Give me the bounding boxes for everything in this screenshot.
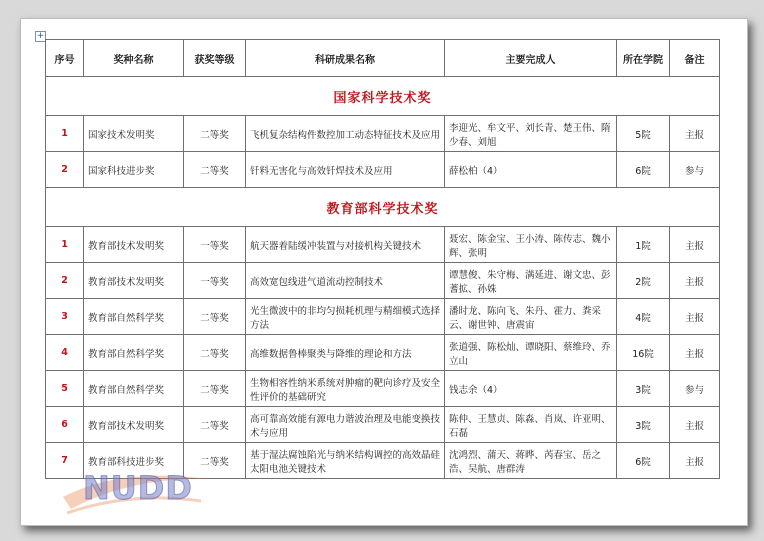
row-note: 主报	[670, 299, 720, 335]
row-no: 2	[46, 152, 84, 188]
row-people: 李迎光、牟文平、刘长青、楚王伟、隋少春、刘旭	[445, 116, 617, 152]
row-school: 3院	[617, 371, 670, 407]
awards-table	[45, 39, 720, 479]
table-row	[46, 227, 720, 263]
row-note: 主报	[670, 227, 720, 263]
table-row	[46, 116, 720, 152]
row-level: 二等奖	[184, 371, 246, 407]
row-school: 4院	[617, 299, 670, 335]
row-note: 主报	[670, 407, 720, 443]
section-row-national	[46, 77, 720, 116]
header-no: 序号	[46, 40, 84, 77]
row-achievement: 基于湿法腐蚀陷光与纳米结构调控的高效晶硅太阳电池关键技术	[246, 443, 445, 479]
header-achievement: 科研成果名称	[246, 40, 445, 77]
row-award: 教育部技术发明奖	[84, 407, 184, 443]
row-people: 张道强、陈松灿、谭晓阳、蔡维玲、乔立山	[445, 335, 617, 371]
row-note: 参与	[670, 371, 720, 407]
row-people: 薛松柏（4）	[445, 152, 617, 188]
header-people: 主要完成人	[445, 40, 617, 77]
row-level: 二等奖	[184, 116, 246, 152]
row-achievement: 高可靠高效能有源电力谐波治理及电能变换技术与应用	[246, 407, 445, 443]
header-school: 所在学院	[617, 40, 670, 77]
row-people: 钱志余（4）	[445, 371, 617, 407]
row-award: 教育部技术发明奖	[84, 227, 184, 263]
row-note: 参与	[670, 152, 720, 188]
section-row-ministry	[46, 188, 720, 227]
row-award: 教育部自然科学奖	[84, 371, 184, 407]
row-school: 6院	[617, 443, 670, 479]
row-school: 3院	[617, 407, 670, 443]
row-school: 1院	[617, 227, 670, 263]
row-school: 16院	[617, 335, 670, 371]
table-row	[46, 407, 720, 443]
document-page	[20, 18, 748, 526]
row-school: 6院	[617, 152, 670, 188]
table-move-handle-icon[interactable]: +	[36, 31, 45, 41]
row-award: 国家科技进步奖	[84, 152, 184, 188]
row-people: 陈仲、王慧贞、陈淼、肖岚、许亚明、石磊	[445, 407, 617, 443]
header-note: 备注	[670, 40, 720, 77]
row-note: 主报	[670, 335, 720, 371]
row-school: 5院	[617, 116, 670, 152]
row-achievement: 高效宽包线进气道流动控制技术	[246, 263, 445, 299]
row-achievement: 钎料无害化与高效钎焊技术及应用	[246, 152, 445, 188]
row-school: 2院	[617, 263, 670, 299]
watermark-logo	[61, 457, 211, 521]
row-award: 教育部技术发明奖	[84, 263, 184, 299]
row-no: 1	[46, 116, 84, 152]
row-award: 教育部自然科学奖	[84, 299, 184, 335]
row-note: 主报	[670, 443, 720, 479]
row-achievement: 光生微波中的非均匀损耗机理与精细模式选择方法	[246, 299, 445, 335]
row-people: 沈鸿烈、蒲天、蒋晔、芮春宝、岳之浩、吴航、唐群涛	[445, 443, 617, 479]
row-no: 3	[46, 299, 84, 335]
watermark-text: NUDD	[83, 469, 193, 507]
header-level: 获奖等级	[184, 40, 246, 77]
row-level: 二等奖	[184, 299, 246, 335]
row-no: 2	[46, 263, 84, 299]
table-row	[46, 371, 720, 407]
row-people: 潘时龙、陈向飞、朱丹、霍力、粪采云、谢世钟、唐震宙	[445, 299, 617, 335]
header-award: 奖种名称	[84, 40, 184, 77]
row-achievement: 高维数据鲁棒聚类与降维的理论和方法	[246, 335, 445, 371]
row-no: 7	[46, 443, 84, 479]
table-row	[46, 335, 720, 371]
row-no: 1	[46, 227, 84, 263]
table-row	[46, 299, 720, 335]
table-row	[46, 263, 720, 299]
row-level: 二等奖	[184, 152, 246, 188]
section-title: 国家科学技术奖	[46, 77, 720, 116]
row-no: 5	[46, 371, 84, 407]
section-title: 教育部科学技术奖	[46, 188, 720, 227]
row-award: 教育部自然科学奖	[84, 335, 184, 371]
row-achievement: 生物相容性纳米系统对肿瘤的靶向诊疗及安全性评价的基础研究	[246, 371, 445, 407]
table-row	[46, 152, 720, 188]
row-level: 一等奖	[184, 263, 246, 299]
row-achievement: 航天器着陆缓冲装置与对接机构关键技术	[246, 227, 445, 263]
row-note: 主报	[670, 116, 720, 152]
row-award: 教育部科技进步奖	[84, 443, 184, 479]
row-level: 二等奖	[184, 335, 246, 371]
row-people: 聂宏、陈金宝、王小涛、陈传志、魏小辉、张明	[445, 227, 617, 263]
row-achievement: 飞机复杂结构件数控加工动态特征技术及应用	[246, 116, 445, 152]
row-people: 谭慧俊、朱守梅、满延进、谢文忠、彭蓍拡、孙姝	[445, 263, 617, 299]
row-no: 6	[46, 407, 84, 443]
row-note: 主报	[670, 263, 720, 299]
row-no: 4	[46, 335, 84, 371]
table-header-row	[46, 40, 720, 77]
row-award: 国家技术发明奖	[84, 116, 184, 152]
row-level: 二等奖	[184, 407, 246, 443]
row-level: 一等奖	[184, 227, 246, 263]
row-level: 二等奖	[184, 443, 246, 479]
